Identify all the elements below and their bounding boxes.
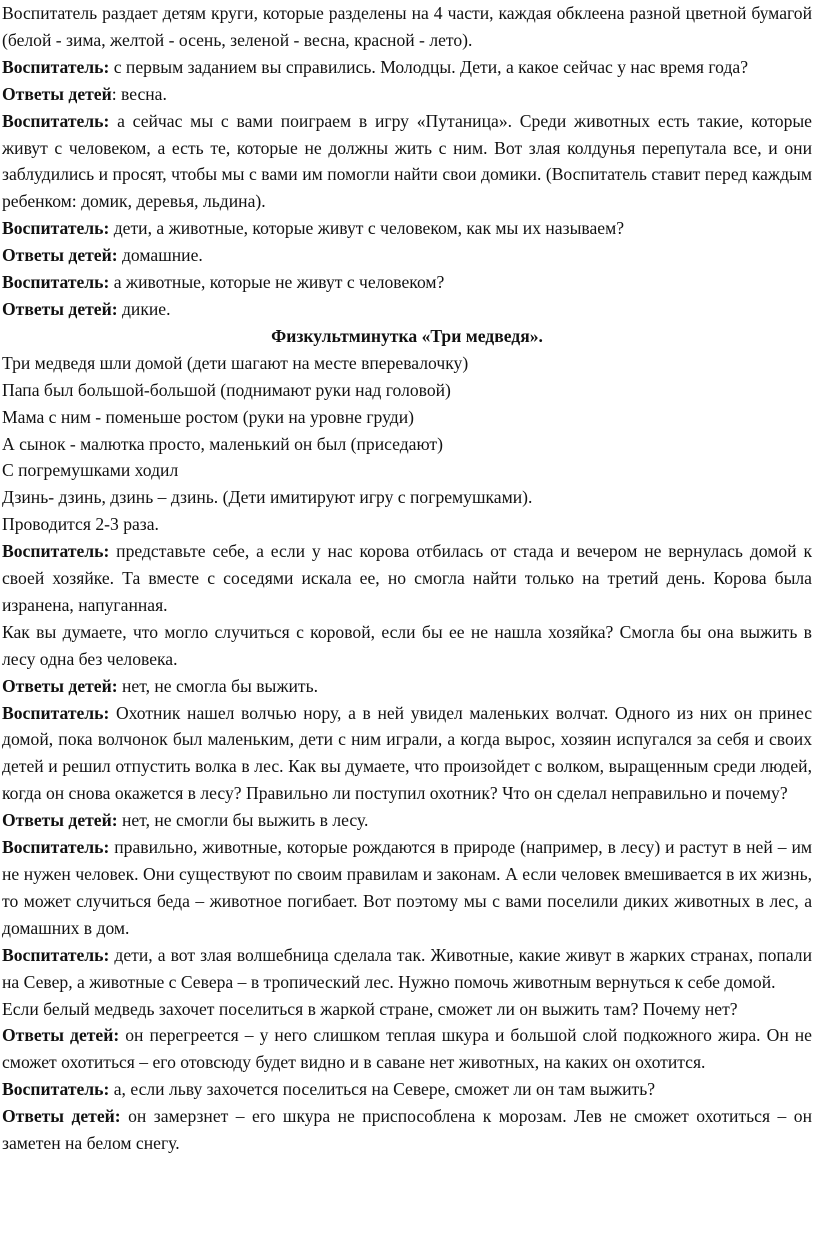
- poem-line: Мама с ним - поменьше ростом (руки на уровне груди): [2, 406, 415, 427]
- section-heading: Физкультминутка «Три медведя».: [271, 325, 543, 346]
- speaker-label: Ответы детей: [2, 83, 112, 104]
- speaker-label: Воспитатель:: [2, 1079, 110, 1100]
- paragraph: [2, 269, 812, 296]
- paragraph-text: Если белый медведь захочет поселиться в жаркой стране, сможет ли он выжить там? Почему нет?: [2, 998, 738, 1019]
- poem-line: С погремушками ходил: [2, 460, 179, 481]
- paragraph-text: правильно, животные, которые рождаются в природе (например, в лесу) и растут в ней – им не нужен человек. Они существуют по своим правилам и законам. А если человек вмешивается в их жизнь, то может случиться беда – животное погибает. Вот поэтому мы с вами поселили диких животных в лес, а домашних в дом.: [2, 837, 812, 938]
- paragraph-text: нет, не смогли бы выжить в лесу.: [117, 810, 369, 831]
- paragraph: [2, 1022, 812, 1076]
- paragraph: [2, 1076, 812, 1103]
- poem-line: Дзинь- дзинь, дзинь – дзинь. (Дети имитируют игру с погремушками).: [2, 487, 533, 508]
- poem-line: Три медведя шли домой (дети шагают на месте вперевалочку): [2, 352, 469, 373]
- paragraph: [2, 834, 812, 942]
- paragraph-text: он замерзнет – его шкура не приспособлена к морозам. Лев не сможет охотиться – он заметен на белом снегу.: [2, 1106, 813, 1154]
- paragraph-text: Воспитатель раздает детям круги, которые разделены на 4 части, каждая обклеена разной цветной бумагой (белой - зима, желтой - осень, зеленой - весна, красной - лето).: [2, 3, 812, 50]
- speaker-label: Ответы детей:: [2, 298, 118, 319]
- paragraph: [2, 296, 812, 323]
- paragraph-text: дети, а вот злая волшебница сделала так. Животные, какие живут в жарких странах, попали на Север, а животные с Севера – в тропический лес. Нужно помочь животным вернуться к себе домой.: [2, 944, 812, 992]
- speaker-label: Ответы детей:: [2, 1106, 121, 1127]
- speaker-label: Ответы детей:: [2, 1025, 120, 1046]
- paragraph-text: : весна.: [111, 83, 167, 104]
- paragraph: [2, 673, 812, 700]
- paragraph: [2, 215, 812, 242]
- paragraph-text: а животные, которые не живут с человеком?: [109, 272, 445, 293]
- paragraph: [2, 807, 812, 834]
- poem-line: А сынок - малютка просто, маленький он был (приседают): [2, 433, 443, 454]
- speaker-label: Воспитатель:: [2, 272, 110, 293]
- paragraph-text: Охотник нашел волчью нору, а в ней увидел маленьких волчат. Одного из них он принес домой, пока волчонок был маленьким, дети с ним играли, а когда вырос, хозяин испугался за себя и своих детей и решил отпустить волка в лес. Как вы думаете, что произойдет с волком, выращенным среди людей, когда он снова окажется в лесу? Правильно ли поступил охотник? Что он сделал неправильно и почему?: [2, 702, 812, 804]
- speaker-label: Ответы детей:: [2, 245, 118, 266]
- paragraph-text: дети, а животные, которые живут с человеком, как мы их называем?: [109, 218, 625, 239]
- paragraph-text: дикие.: [117, 298, 171, 319]
- speaker-label: Воспитатель:: [2, 837, 110, 858]
- paragraph: [2, 0, 812, 54]
- paragraph-text: представьте себе, а если у нас корова отбилась от стада и вечером не вернулась домой к своей хозяйке. Та вместе с соседями искала ее, но смогла найти только на третий день. Корова была изранена, напуганная.: [2, 541, 812, 615]
- paragraph: [2, 54, 812, 81]
- paragraph: [2, 996, 812, 1023]
- paragraph: [2, 942, 812, 996]
- paragraph-text: Как вы думаете, что могло случиться с коровой, если бы ее не нашла хозяйка? Смогла бы она выжить в лесу одна без человека.: [2, 621, 812, 669]
- paragraph: [2, 81, 812, 108]
- speaker-label: Воспитатель:: [2, 218, 110, 239]
- paragraph: [2, 1103, 812, 1157]
- paragraph: [2, 108, 812, 216]
- paragraph: [2, 700, 812, 808]
- speaker-label: Воспитатель:: [2, 56, 110, 77]
- paragraph: [2, 538, 812, 619]
- paragraph-text: он перегреется – у него слишком теплая шкура и большой слой подкожного жира. Он не сможет охотиться – его отовсюду будет видно и в саване нет животных, на каких он охотится.: [2, 1025, 812, 1073]
- speaker-label: Воспитатель:: [2, 541, 110, 562]
- paragraph-text: с первым заданием вы справились. Молодцы. Дети, а какое сейчас у нас время года?: [109, 56, 749, 77]
- paragraph: [2, 619, 812, 673]
- speaker-label: Ответы детей:: [2, 675, 118, 696]
- paragraph-text: а, если льву захочется поселиться на Севере, сможет ли он там выжить?: [109, 1079, 656, 1100]
- paragraph-text: нет, не смогла бы выжить.: [117, 675, 319, 696]
- speaker-label: Воспитатель:: [2, 702, 110, 723]
- speaker-label: Ответы детей:: [2, 810, 118, 831]
- speaker-label: Воспитатель:: [2, 110, 110, 131]
- speaker-label: Воспитатель:: [2, 944, 110, 965]
- poem-line: Папа был большой-большой (поднимают руки над головой): [2, 379, 451, 400]
- poem-line: Проводится 2-3 раза.: [2, 514, 159, 535]
- paragraph-text: домашние.: [117, 245, 203, 266]
- paragraph: [2, 242, 812, 269]
- paragraph-text: а сейчас мы с вами поиграем в игру «Путаница». Среди животных есть такие, которые живут с человеком, а есть те, которые не должны жить с ним. Вот злая колдунья перепутала все, и они заблудились и просят, чтобы мы с вами им помогли найти свои домики. (Воспитатель ставит перед каждым ребенком: домик, деревья, льдина).: [2, 110, 812, 212]
